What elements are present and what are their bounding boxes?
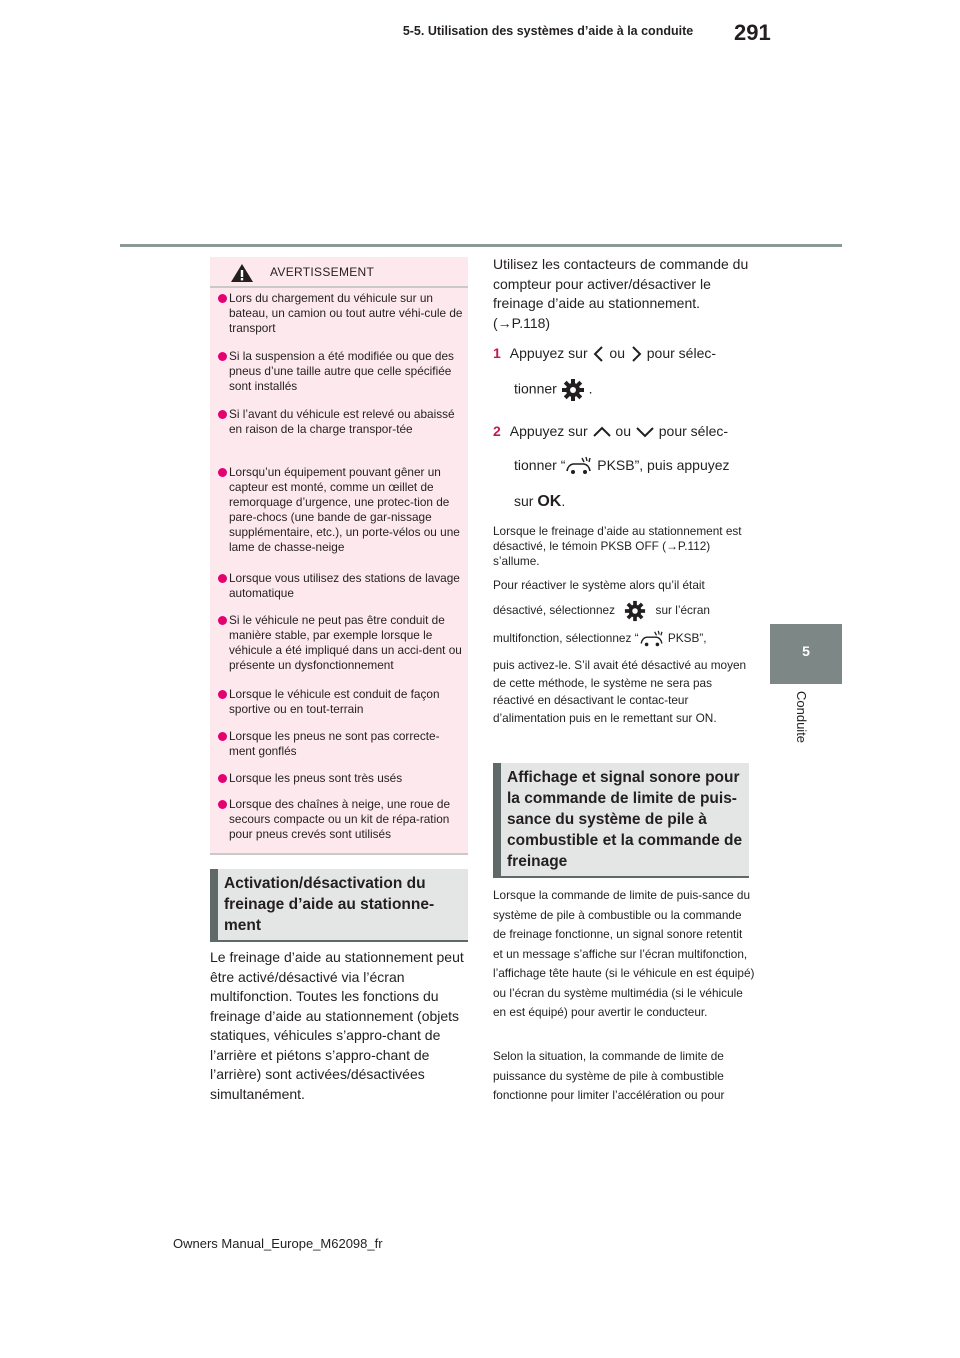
section-title: 5-5. Utilisation des systèmes d’aide à la conduite — [402, 24, 694, 38]
bullet-icon — [218, 468, 227, 477]
chapter-tab — [770, 624, 842, 684]
warning-header — [210, 257, 468, 288]
bullet-icon — [218, 616, 227, 625]
bullet-icon — [218, 352, 227, 361]
activation-heading: Activation/désactivation du freinage d’aide au stationne-ment — [224, 875, 435, 934]
signal-paragraph-2: Selon la situation, la commande de limite de puissance du système de pile à combustible fonctionne pour limiter l’accélération ou pour — [493, 1049, 725, 1102]
chapter-label: Conduite — [794, 691, 809, 744]
step-2-line-1: 2 Appuyez sur ou pour sélec- — [493, 423, 729, 439]
bullet-icon — [218, 774, 227, 783]
note-reactivate-line-3: multifonction, sélectionnez “ PKSB”, — [493, 630, 755, 648]
step-2-line-3: sur OK. — [514, 493, 566, 510]
bullet-icon — [218, 410, 227, 419]
step-1-line-1: 1 Appuyez sur ou pour sélec- — [493, 344, 755, 364]
note-reactivate-line-1: Pour réactiver le système alors qu’il était — [493, 578, 705, 592]
header-rule — [120, 244, 842, 247]
bullet-icon — [218, 574, 227, 583]
step-2-line-2: tionner “ PKSB”, puis appuyez — [514, 456, 754, 476]
bullet-icon — [218, 294, 227, 303]
chevron-up-icon — [592, 425, 612, 439]
parking-sensor-car-icon — [565, 456, 593, 476]
parking-sensor-car-icon — [639, 630, 665, 648]
bullet-icon — [218, 800, 227, 809]
step-number: 1 — [493, 345, 501, 361]
warning-box: AVERTISSEMENT Lors du chargement du véhicule sur un bateau, un camion ou tout autre véhi-cule de transport Si la suspension a été modifiée ou que des pneus d’une taille autre que celle spécifiée sont installés Si l’avant du véhicule est relevé ou abaissé en raison de la charge transpor-tée Lorsqu’un équipement pouvant gêner un capteur est monté, comme un œillet de remorquage d’urgence, une protec-tion de pare-chocs (une bande de gar-nissage supplémentaire, etc.), un porte-vélos ou une lame de chasse-neige Lorsque vous utilisez des stations de lavage automatique Si le véhicule ne peut pas être conduit de manière stable, par exemple lorsque le véhicule a été impliqué dans un acci-dent ou présente un dysfonctionnement Lorsque le véhicule est conduit de façon sportive ou en tout-terrain Lorsque les pneus ne sont pas correcte-ment gonflés Lorsque les pneus sont très usés Lorsque des chaînes à neige, une roue de secours compacte ou un kit de répa-ration pour pneus crevés sont utilisés — [210, 257, 468, 855]
signal-heading: Affichage et signal sonore pour la commande de limite de puis-sance du système de pile à combustible et la commande de freinage — [507, 769, 743, 870]
instructions-intro: Utilisez les contacteurs de commande du compteur pour activer/désactiver le freinage d’aide au stationnement. (→P.118) — [493, 256, 749, 331]
chevron-right-icon — [629, 345, 643, 363]
chapter-number: 5 — [802, 643, 810, 659]
bullet-icon — [218, 690, 227, 699]
note-reactivate-line-2: désactivé, sélectionnez sur l’écran — [493, 600, 755, 622]
signal-heading-box — [493, 763, 749, 878]
gear-icon — [561, 378, 585, 402]
note-reactivate-line-4: puis activez-le. S’il avait été désactivé au moyen de cette méthode, le système ne sera pas réactivé en désactivant le contac-teur d’alimentation puis en le remettant sur ON. — [493, 658, 747, 725]
step-number: 2 — [493, 423, 501, 439]
chevron-left-icon — [592, 345, 606, 363]
gear-icon — [624, 600, 646, 622]
ok-button-glyph: OK — [537, 493, 562, 510]
page-number: 291 — [734, 20, 771, 45]
step-1-line-2: tionner . — [514, 378, 754, 402]
page-reference: (→P.118) — [493, 314, 551, 331]
activation-paragraph: Le freinage d’aide au stationnement peut être activé/désactivé via l’écran multifonction. Toutes les fonctions du freinage d’aide au stationnement (objets statiques, véhicules s’appro-chant de l’arrière et piétons s’appro-chant de l’arrière) sont activées/désactivées simultanément. — [210, 949, 464, 1102]
note-pksb-off: Lorsque le freinage d’aide au stationnement est désactivé, le témoin PKSB OFF (→P.112) s’allume. — [493, 524, 742, 568]
chevron-down-icon — [635, 425, 655, 439]
warning-title: AVERTISSEMENT — [270, 265, 375, 279]
bullet-icon — [218, 732, 227, 741]
activation-heading-box — [210, 869, 468, 942]
signal-paragraph-1: Lorsque la commande de limite de puis-sance du système de pile à combustible ou la commande de freinage fonctionne, un signal sonore retentit et un message s’affiche sur l’écran multifonction, l’affichage tête haute (si le véhicule en est équipé) ou l’écran du système multimédia (si le véhicule en est équipé) pour avertir le conducteur. — [493, 888, 755, 1019]
warning-triangle-icon — [230, 263, 254, 283]
footer-text: Owners Manual_Europe_M62098_fr — [173, 1236, 383, 1251]
